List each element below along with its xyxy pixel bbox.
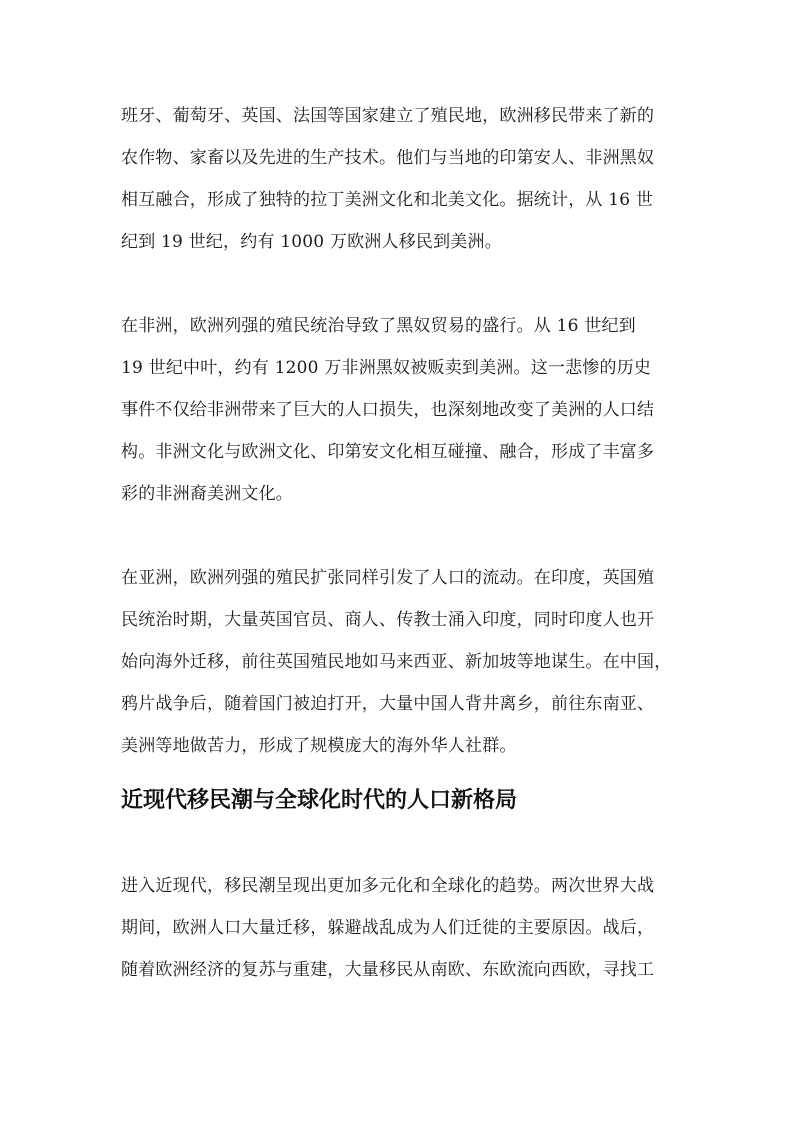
paragraph-2-line-1: 在非洲，欧洲列强的殖民统治导致了黑奴贸易的盛行。从 16 世纪到 [121,316,636,336]
paragraph-2-line-3: 事件不仅给非洲带来了巨大的人口损失，也深刻地改变了美洲的人口结 [121,400,655,420]
paragraph-1-line-4: 纪到 19 世纪，约有 1000 万欧洲人移民到美洲。 [121,232,502,252]
section-paragraph-line-1: 进入近现代，移民潮呈现出更加多元化和全球化的趋势。两次世界大战 [121,876,655,896]
paragraph-3-line-2: 民统治时期，大量英国官员、商人、传教士涌入印度，同时印度人也开 [121,610,655,630]
paragraph-3-line-3: 始向海外迁移，前往英国殖民地如马来西亚、新加坡等地谋生。在中国， [121,652,672,672]
paragraph-1-line-3: 相互融合，形成了独特的拉丁美洲文化和北美文化。据统计，从 16 世 [121,190,654,210]
paragraph-1-line-1: 班牙、葡萄牙、英国、法国等国家建立了殖民地，欧洲移民带来了新的 [121,106,655,126]
section-paragraph-line-2: 期间，欧洲人口大量迁移，躲避战乱成为人们迁徙的主要原因。战后， [121,918,655,938]
paragraph-2-line-2: 19 世纪中叶，约有 1200 万非洲黑奴被贩卖到美洲。这一悲惨的历史 [121,358,652,378]
paragraph-2-line-4: 构。非洲文化与欧洲文化、印第安文化相互碰撞、融合，形成了丰富多 [121,442,655,462]
paragraph-1-line-2: 农作物、家畜以及先进的生产技术。他们与当地的印第安人、非洲黑奴 [121,148,655,168]
section-paragraph-line-3: 随着欧洲经济的复苏与重建，大量移民从南欧、东欧流向西欧，寻找工 [121,960,655,980]
paragraph-3-line-1: 在亚洲，欧洲列强的殖民扩张同样引发了人口的流动。在印度，英国殖 [121,568,655,588]
section-heading: 近现代移民潮与全球化时代的人口新格局 [121,788,518,813]
paragraph-2-line-5: 彩的非洲裔美洲文化。 [121,484,293,504]
paragraph-3-line-4: 鸦片战争后，随着国门被迫打开，大量中国人背井离乡，前往东南亚、 [121,694,655,714]
paragraph-3-line-5: 美洲等地做苦力，形成了规模庞大的海外华人社群。 [121,736,517,756]
